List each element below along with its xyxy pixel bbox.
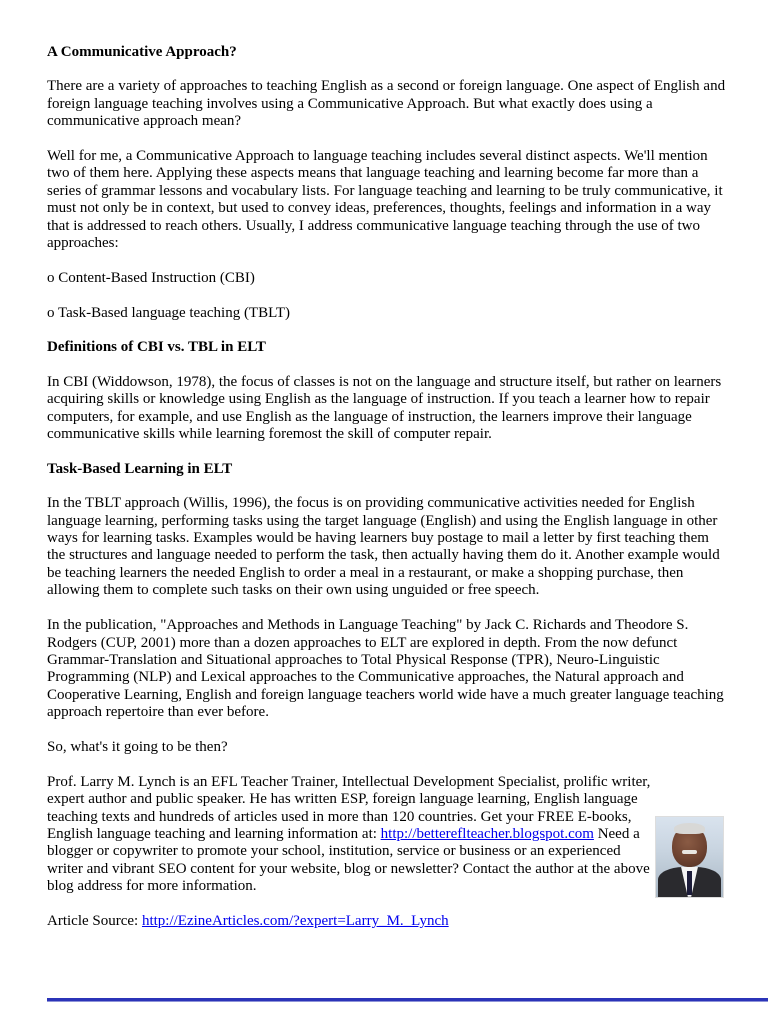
list-item-cbi: o Content-Based Instruction (CBI) — [47, 269, 255, 286]
author-hair-shape — [674, 823, 705, 834]
tblt-paragraph: In the TBLT approach (Willis, 1996), the focus is on providing communicative activities needed for English language learning, performing tasks using the target language (English) and using the English language in other ways for learning tasks. Examples would be having learners buy postage to mail a letter by first teaching them the structures and language needed to perform the task, then actually having them do it. Another example would be teaching learners the needed English to order a meal in a restaurant, or make a shopping purchase, then allowing them to complete such tasks on their own using unguided or free speech. — [47, 495, 720, 599]
author-photo — [655, 816, 724, 898]
author-mustache-shape — [682, 850, 697, 854]
cbi-paragraph: In CBI (Widdowson, 1978), the focus of classes is not on the language and structure itself, but rather on learners acquiring skills or knowledge using English as the language of instruction. If you teach a learner how to repair computers, for example, and use English as the language of instruction, the learners improve their language communicative skills while learning foremost the skill of computer repair. — [47, 373, 722, 443]
article-title: A Communicative Approach? — [47, 44, 237, 60]
publication-paragraph: In the publication, "Approaches and Methods in Language Teaching" by Jack C. Richards and Theodore S. Rodgers (CUP, 2001) more than a dozen approaches to ELT are explored in depth. From the now defunct Grammar-Translation and Situational approaches to Total Physical Response (TPR), Neuro-Linguistic Programming (NLP) and Lexical approaches to the Communicative approaches, the Natural approach and Cooperative Learning, English and foreign language teachers world wide have a much greater language teaching approach repertoire than ever before. — [47, 617, 724, 721]
definitions-heading: Definitions of CBI vs. TBL in ELT — [47, 339, 266, 356]
footer-divider — [47, 998, 768, 1002]
tbl-heading: Task-Based Learning in ELT — [47, 460, 233, 477]
article-page — [47, 44, 727, 948]
article-source-link[interactable]: http://EzineArticles.com/?expert=Larry_M._Lynch — [141, 912, 449, 929]
intro-paragraph: There are a variety of approaches to teaching English as a second or foreign language. One aspect of English and foreign language teaching involves using a Communicative Approach. But what exactly does using a communicative approach mean? — [47, 78, 726, 130]
closing-question: So, what's it going to be then? — [47, 738, 228, 755]
list-item-tblt: o Task-Based language teaching (TBLT) — [47, 304, 291, 321]
bio-text-after-link: Need a blogger or copywriter to promote your school, institution, service or business or an experienced writer and vibrant SEO content for your website, blog or newsletter? Contact the author at the above blog address for more information. — [47, 825, 650, 895]
author-bio-text — [47, 774, 651, 896]
author-bio — [47, 774, 727, 896]
article-source-label: Article Source: — [47, 912, 142, 929]
bio-text-before-link: Prof. Larry M. Lynch is an EFL Teacher Trainer, Intellectual Development Specialist, prolific writer, expert author and public speaker. He has written ESP, foreign language learning, English language teaching texts and hundreds of articles used in more than 120 countries. Get your FREE E-books, English language teaching and learning information at: — [47, 773, 651, 842]
blog-link[interactable]: http://bettereflteacher.blogspot.com — [380, 825, 594, 842]
author-tie-shape — [687, 871, 692, 895]
approach-paragraph: Well for me, a Communicative Approach to language teaching includes several distinct aspects. We'll mention two of them here. Applying these aspects means that language teaching and learning become far more than a series of grammar lessons and vocabulary lists. For language teaching and learning to be truly communicative, it must not only be in context, but used to convey ideas, preferences, thoughts, feelings and information in a way that is addressed to reach others. Usually, I address communicative language teaching through the use of two approaches: — [47, 148, 723, 252]
article-source-line — [47, 913, 727, 930]
